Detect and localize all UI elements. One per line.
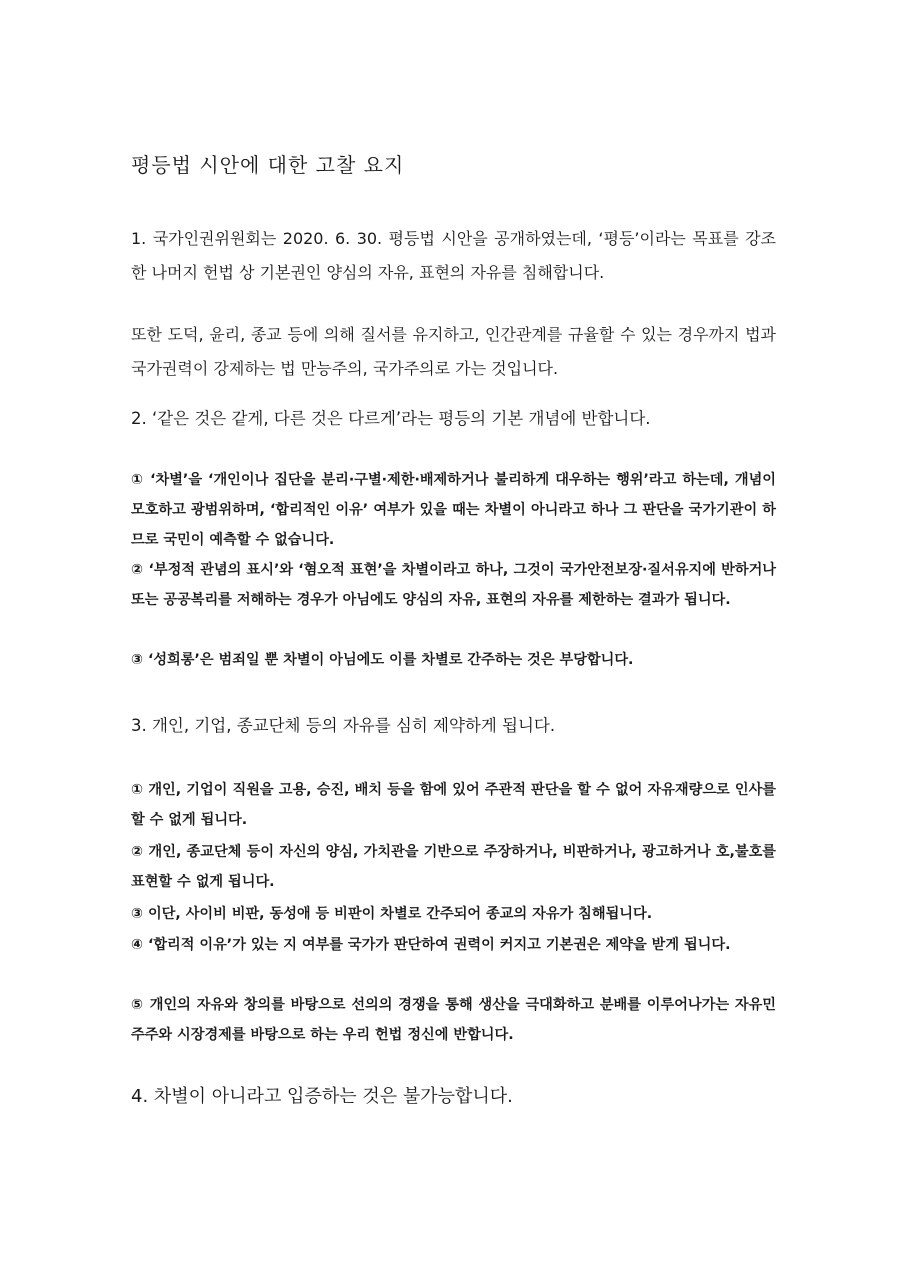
section2-item-1: ① ‘차별’을 ‘개인이나 집단을 분리·구별·제한·배제하거나 불리하게 대우하는 행위’라고 하는데, 개념이 모호하고 광범위하며, ‘합리적인 이유’ 여부가 있을 때는 차별이 아니라고 하나 그 판단을 국가기관이 하므로 국민이 예측할 수 없습니다. bbox=[131, 472, 776, 548]
section3-heading: 3. 개인, 기업, 종교단체 등의 자유를 심히 제약하게 됩니다. bbox=[131, 716, 556, 735]
section3-item-3: ③ 이단, 사이비 비판, 동성애 등 비판이 차별로 간주되어 종교의 자유가 침해됩니다. bbox=[131, 906, 653, 922]
section2-heading: 2. ‘같은 것은 같게, 다른 것은 다르게’라는 평등의 기본 개념에 반합니다. bbox=[131, 409, 651, 428]
section2-item-3: ③ ‘성희롱’은 범죄일 뿐 차별이 아님에도 이를 차별로 간주하는 것은 부당합니다. bbox=[131, 652, 634, 668]
section2-item-2: ② ‘부정적 관념의 표시’와 ‘혐오적 표현’을 차별이라고 하나, 그것이 국가안전보장·질서유지에 반하거나 또는 공공복리를 저해하는 경우가 아님에도 양심의 자유, 표현의 자유를 제한하는 결과가 됩니다. bbox=[131, 562, 776, 608]
section3-item-5: ⑤ 개인의 자유와 창의를 바탕으로 선의의 경쟁을 통해 생산을 극대화하고 분배를 이루어나가는 자유민주주와 시장경제를 바탕으로 하는 우리 헌법 정신에 반합니다. bbox=[131, 997, 776, 1043]
section1-paragraph-1: 1. 국가인권위원회는 2020. 6. 30. 평등법 시안을 공개하였는데, ‘평등’이라는 목표를 강조한 나머지 헌법 상 기본권인 양심의 자유, 표현의 자유를 침해합니다. bbox=[131, 229, 776, 282]
section4-heading: 4. 차별이 아니라고 입증하는 것은 불가능합니다. bbox=[131, 1086, 513, 1107]
section3-item-1: ① 개인, 기업이 직원을 고용, 승진, 배치 등을 함에 있어 주관적 판단을 할 수 없어 자유재량으로 인사를 할 수 없게 됩니다. bbox=[131, 782, 776, 828]
section1-paragraph-2: 또한 도덕, 윤리, 종교 등에 의해 질서를 유지하고, 인간관계를 규율할 수 있는 경우까지 법과 국가권력이 강제하는 법 만능주의, 국가주의로 가는 것입니다. bbox=[131, 325, 776, 378]
section3-item-2: ② 개인, 종교단체 등이 자신의 양심, 가치관을 기반으로 주장하거나, 비판하거나, 광고하거나 호,불호를 표현할 수 없게 됩니다. bbox=[131, 844, 776, 890]
section3-item-4: ④ ‘합리적 이유’가 있는 지 여부를 국가가 판단하여 권력이 커지고 기본권은 제약을 받게 됩니다. bbox=[131, 937, 731, 953]
document-title: 평등법 시안에 대한 고찰 요지 bbox=[131, 153, 405, 177]
